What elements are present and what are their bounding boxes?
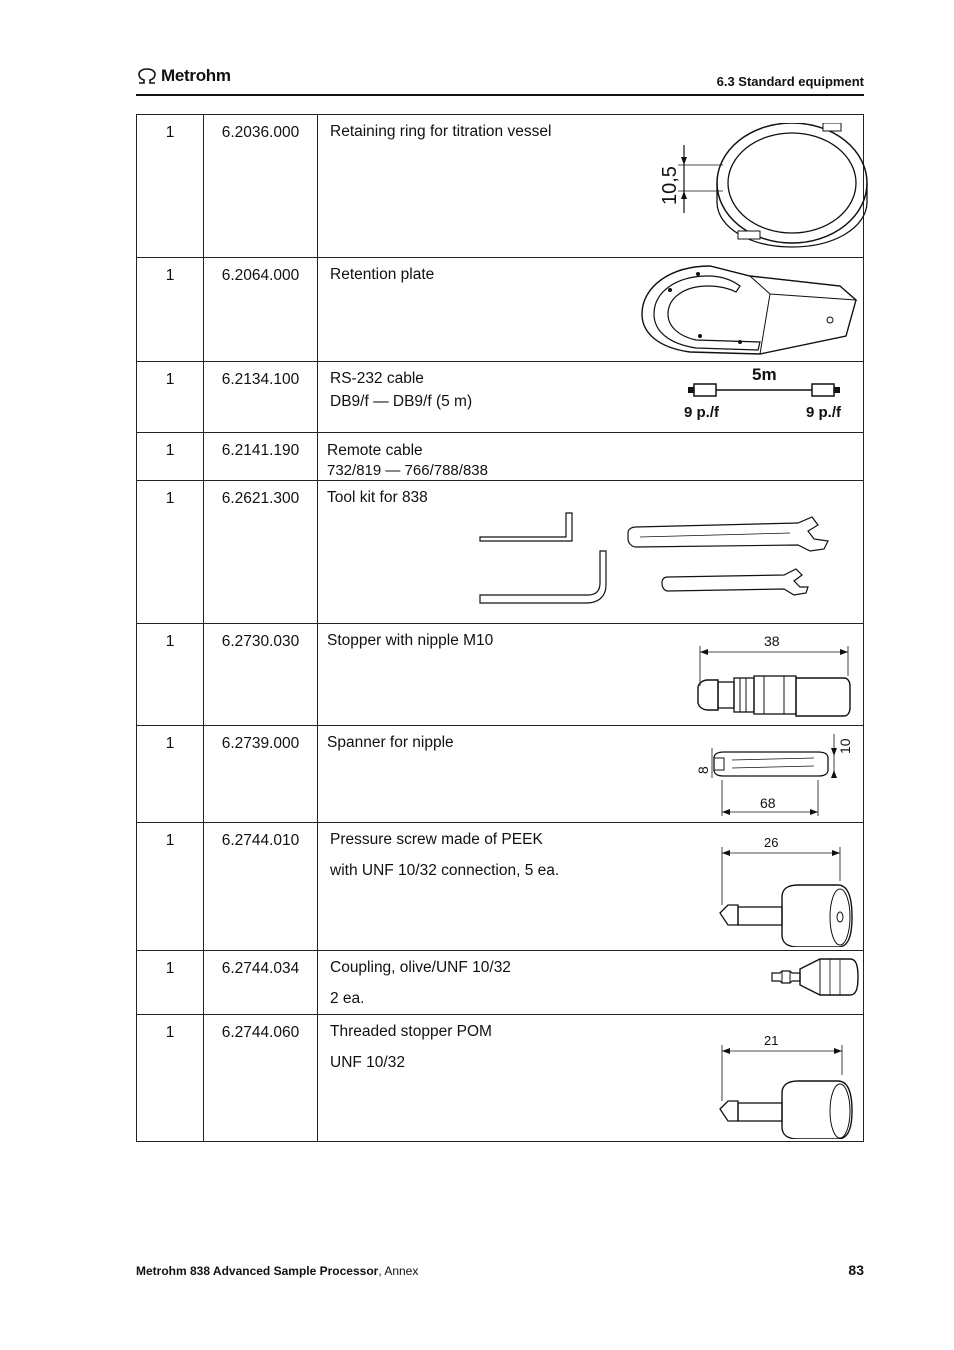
description-cell bbox=[318, 951, 864, 1015]
table-row bbox=[137, 115, 864, 258]
order-number-cell: 6.2064.000 bbox=[204, 258, 318, 362]
order-number-cell: 6.2744.034 bbox=[204, 951, 318, 1015]
table-row bbox=[137, 823, 864, 951]
threaded-stopper-figure bbox=[708, 1029, 858, 1139]
order-number-cell: 6.2744.060 bbox=[204, 1015, 318, 1142]
description-cell bbox=[318, 481, 864, 624]
description-line: Pressure screw made of PEEK bbox=[330, 831, 543, 848]
quantity-cell: 1 bbox=[137, 624, 204, 726]
description-line: 2 ea. bbox=[330, 990, 365, 1007]
order-number-cell: 6.2621.300 bbox=[204, 481, 318, 624]
description-line: DB9/f — DB9/f (5 m) bbox=[330, 393, 473, 410]
description-line: Threaded stopper POM bbox=[330, 1023, 492, 1040]
page-header bbox=[136, 66, 864, 96]
description-line: UNF 10/32 bbox=[330, 1054, 405, 1071]
quantity-cell: 1 bbox=[137, 481, 204, 624]
quantity-cell: 1 bbox=[137, 726, 204, 823]
quantity-cell: 1 bbox=[137, 823, 204, 951]
table-row bbox=[137, 951, 864, 1015]
table-row bbox=[137, 726, 864, 823]
stopper-figure bbox=[694, 630, 858, 720]
omega-icon bbox=[136, 68, 158, 84]
description-line: Spanner for nipple bbox=[327, 734, 454, 751]
quantity-cell: 1 bbox=[137, 115, 204, 258]
description-line: Stopper with nipple M10 bbox=[327, 632, 494, 649]
cable-length-label: 5m bbox=[752, 366, 777, 384]
quantity-cell: 1 bbox=[137, 258, 204, 362]
description-cell bbox=[318, 823, 864, 951]
connector-label-left: 9 p./f bbox=[684, 404, 720, 421]
coupling-figure bbox=[768, 955, 860, 999]
order-number-cell: 6.2141.190 bbox=[204, 433, 318, 481]
section-title: 6.3 Standard equipment bbox=[716, 74, 864, 89]
dimension-label: 10,5 bbox=[659, 166, 681, 205]
table-row bbox=[137, 258, 864, 362]
metrohm-logo bbox=[136, 66, 231, 86]
dimension-label: 10 bbox=[837, 738, 853, 754]
description-line: 732/819 — 766/788/838 bbox=[327, 462, 488, 479]
description-line: Retaining ring for titration vessel bbox=[330, 123, 552, 140]
spanner-figure bbox=[694, 728, 858, 820]
description-line: Tool kit for 838 bbox=[327, 489, 428, 506]
table-row bbox=[137, 624, 864, 726]
description-line: Retention plate bbox=[330, 266, 435, 283]
retention-plate-figure bbox=[640, 262, 858, 358]
order-number-cell: 6.2134.100 bbox=[204, 362, 318, 433]
page-number: 83 bbox=[848, 1262, 864, 1278]
dimension-label: 26 bbox=[764, 835, 779, 850]
description-line: Coupling, olive/UNF 10/32 bbox=[330, 959, 511, 976]
description-cell bbox=[318, 624, 864, 726]
description-line: Remote cable bbox=[327, 442, 423, 459]
connector-label-right: 9 p./f bbox=[806, 404, 842, 421]
product-suffix: , Annex bbox=[378, 1264, 419, 1278]
pressure-screw-figure bbox=[708, 831, 858, 947]
order-number-cell: 6.2744.010 bbox=[204, 823, 318, 951]
dimension-label: 38 bbox=[764, 633, 780, 649]
order-number-cell: 6.2739.000 bbox=[204, 726, 318, 823]
dimension-label: 21 bbox=[764, 1033, 779, 1048]
description-line: with UNF 10/32 connection, 5 ea. bbox=[330, 862, 560, 879]
footer-product bbox=[136, 1264, 418, 1278]
dimension-label: 68 bbox=[760, 795, 776, 811]
table-row bbox=[137, 362, 864, 433]
quantity-cell: 1 bbox=[137, 951, 204, 1015]
quantity-cell: 1 bbox=[137, 1015, 204, 1142]
description-cell bbox=[318, 1015, 864, 1142]
dimension-label: 8 bbox=[695, 766, 711, 774]
retaining-ring-figure bbox=[638, 123, 868, 253]
description-cell bbox=[318, 726, 864, 823]
product-name: Metrohm 838 Advanced Sample Processor bbox=[136, 1264, 379, 1278]
logo-text: Metrohm bbox=[161, 66, 231, 85]
description-cell bbox=[318, 362, 864, 433]
order-number-cell: 6.2036.000 bbox=[204, 115, 318, 258]
equipment-table bbox=[136, 114, 864, 1142]
rs232-cable-figure bbox=[684, 366, 854, 426]
order-number-cell: 6.2730.030 bbox=[204, 624, 318, 726]
description-cell bbox=[318, 433, 864, 481]
table-row bbox=[137, 433, 864, 481]
table-row bbox=[137, 1015, 864, 1142]
tool-kit-figure bbox=[478, 511, 844, 611]
quantity-cell: 1 bbox=[137, 433, 204, 481]
description-cell bbox=[318, 115, 864, 258]
quantity-cell: 1 bbox=[137, 362, 204, 433]
description-cell bbox=[318, 258, 864, 362]
description-line: RS-232 cable bbox=[330, 370, 424, 387]
table-row bbox=[137, 481, 864, 624]
